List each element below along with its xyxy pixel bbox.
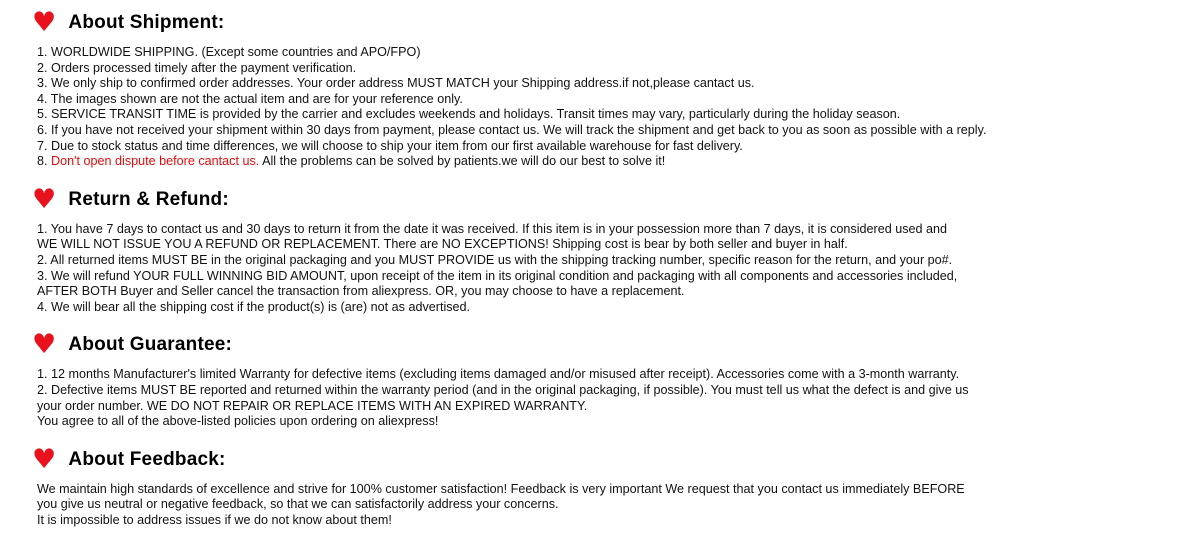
guarantee-heading <box>32 329 1200 361</box>
policy-line: 7. Due to stock status and time differences, we will choose to ship your item from our first available warehouse for fast delivery. <box>37 138 743 153</box>
dispute-line-number: 8. <box>37 154 52 169</box>
heart-icon: ♥ <box>32 443 57 475</box>
refund-title: Return & Refund: <box>68 188 229 210</box>
feedback-title: About Feedback: <box>68 448 226 470</box>
shipment-heading <box>32 7 1200 38</box>
policy-line: 2. All returned items MUST BE in the original packaging and you MUST PROVIDE us with the shipping tracking number, specific reason for the return, and your po#. <box>37 252 953 267</box>
policy-line: 4. We will bear all the shipping cost if the product(s) is (are) not as advertised. <box>37 299 471 314</box>
policy-line: you give us neutral or negative feedback, so that we can satisfactorily address your concerns. <box>37 497 559 512</box>
section-refund <box>0 183 1200 316</box>
policy-line: 2. Orders processed timely after the payment verification. <box>37 60 357 75</box>
policy-line: your order number. WE DO NOT REPAIR OR REPLACE ITEMS WITH AN EXPIRED WARRANTY. <box>37 398 588 413</box>
feedback-body <box>37 482 1200 529</box>
refund-body <box>37 222 1200 316</box>
policy-line: 4. The images shown are not the actual item and are for your reference only. <box>37 91 463 106</box>
refund-heading <box>32 183 1200 215</box>
policy-line: 1. 12 months Manufacturer's limited Warranty for defective items (excluding items damaged and/or misused after receipt). Accessories come with a 3-month warranty. <box>37 367 960 382</box>
policy-line: 1. WORLDWIDE SHIPPING. (Except some countries and APO/FPO) <box>37 45 421 59</box>
policy-line: 2. Defective items MUST BE reported and returned within the warranty period (and in the original packaging, if possible). You must tell us what the defect is and give us <box>37 382 969 397</box>
policy-line: 6. If you have not received your shipment within 30 days from payment, please contact us. We will track the shipment and get back to you as soon as possible with a reply. <box>37 122 987 137</box>
section-feedback <box>0 443 1200 529</box>
policy-line: You agree to all of the above-listed policies upon ordering on aliexpress! <box>37 414 439 429</box>
shipment-title: About Shipment: <box>68 12 225 33</box>
guarantee-title: About Guarantee: <box>68 334 233 356</box>
feedback-heading <box>32 443 1200 475</box>
policy-line: 1. You have 7 days to contact us and 30 days to return it from the date it was received. If this item is in your possession more than 7 days, it is considered used and <box>37 221 948 236</box>
policy-line: 3. We will refund YOUR FULL WINNING BID AMOUNT, upon receipt of the item in its original condition and packaging with all components and accessories included, <box>37 268 958 283</box>
heart-icon: ♥ <box>32 329 57 361</box>
policy-line: It is impossible to address issues if we do not know about them! <box>37 512 392 527</box>
heart-icon: ♥ <box>32 7 57 38</box>
policy-line: WE WILL NOT ISSUE YOU A REFUND OR REPLACEMENT. There are NO EXCEPTIONS! Shipping cost is bear by both seller and buyer in half. <box>37 237 848 252</box>
policy-line: 5. SERVICE TRANSIT TIME is provided by the carrier and excludes weekends and holidays. Transit times may vary, particularly during the holiday season. <box>37 107 901 122</box>
section-shipment <box>0 7 1200 170</box>
dispute-line-rest: All the problems can be solved by patients.we will do our best to solve it! <box>259 154 666 169</box>
shipment-body <box>37 45 1200 170</box>
policy-line-dispute <box>37 154 1200 170</box>
policy-line: AFTER BOTH Buyer and Seller cancel the transaction from aliexpress. OR, you may choose to have a replacement. <box>37 284 685 299</box>
policy-line: 3. We only ship to confirmed order addresses. Your order address MUST MATCH your Shipping address.if not,please cantact us. <box>37 76 755 91</box>
heart-icon: ♥ <box>32 183 57 215</box>
guarantee-body <box>37 367 1200 429</box>
policy-line: We maintain high standards of excellence and strive for 100% customer satisfaction! Feedback is very important We request that you contact us immediately BEFORE <box>37 481 965 496</box>
section-guarantee <box>0 329 1200 429</box>
dispute-warning-text: Don't open dispute before cantact us. <box>51 154 260 169</box>
